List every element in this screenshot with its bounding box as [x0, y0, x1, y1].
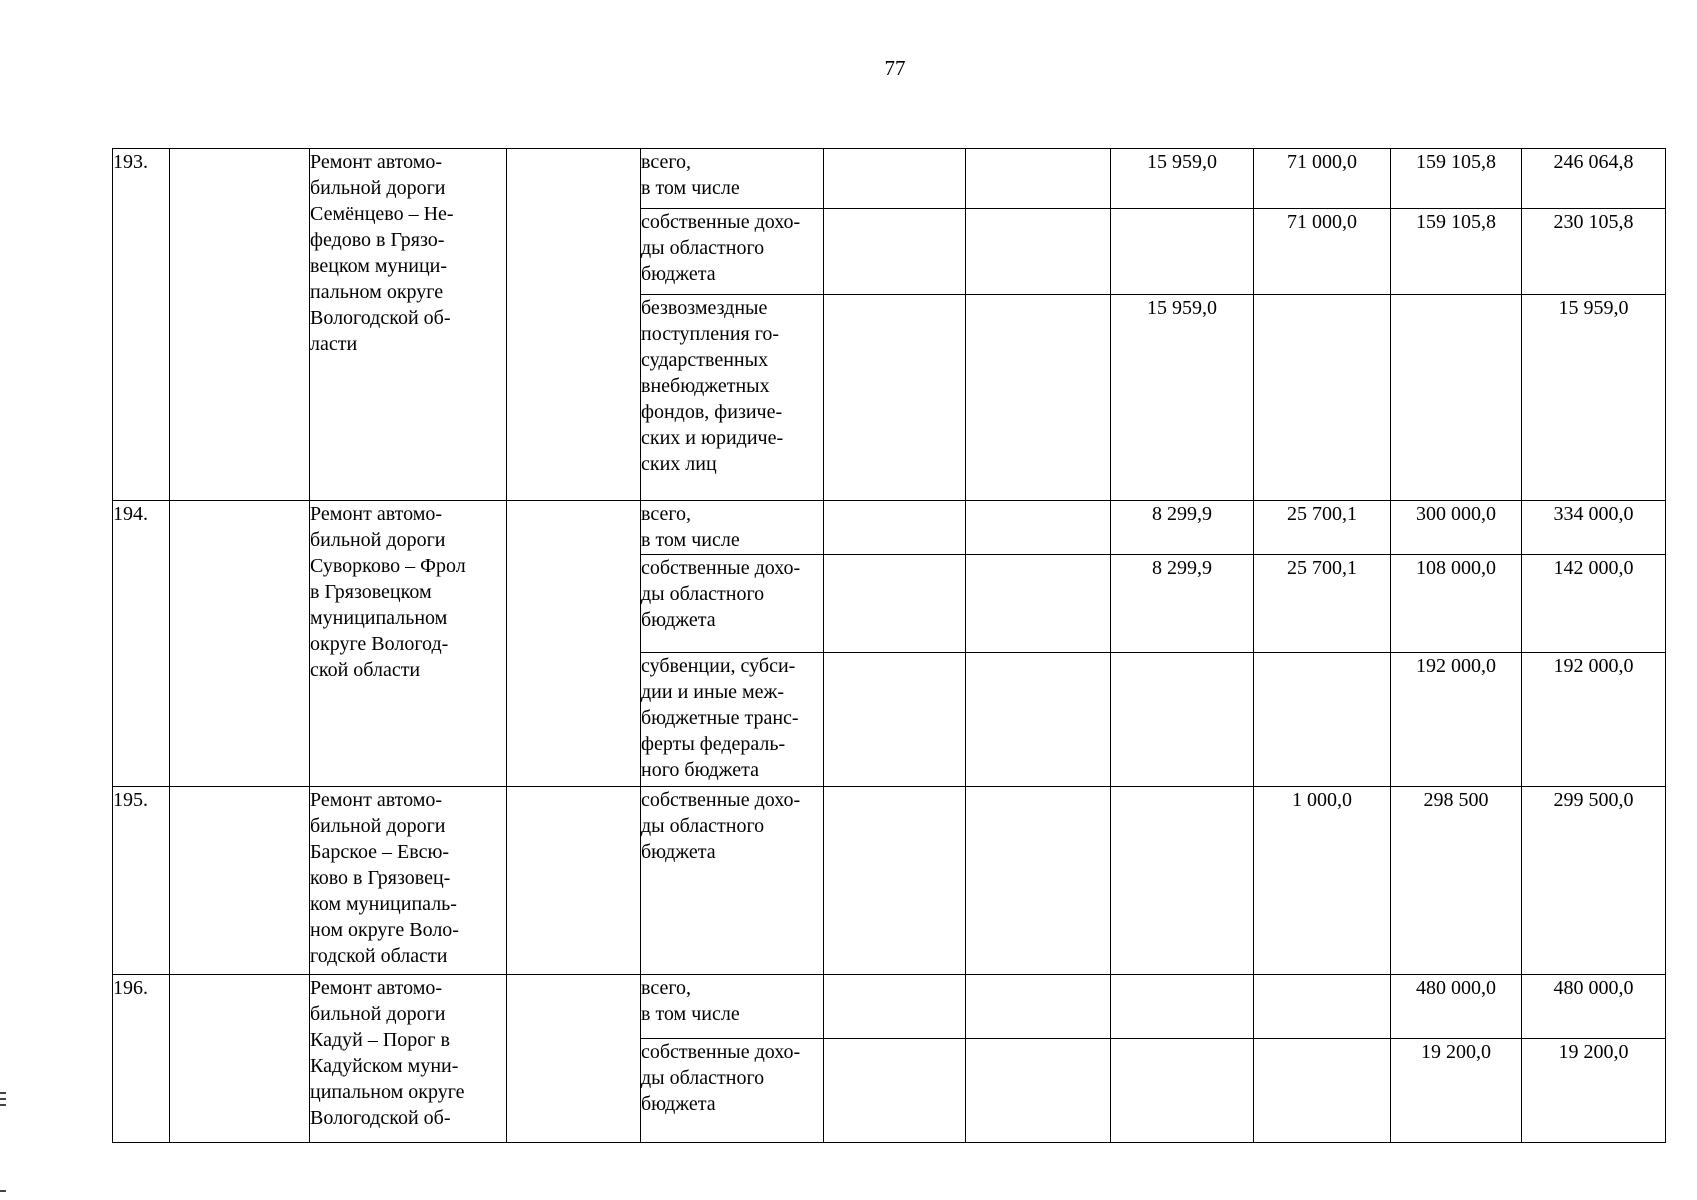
value-total: 299 500,0	[1522, 787, 1666, 975]
text-line: ферты федераль-	[641, 733, 786, 755]
value-year-2: 25 700,1	[1254, 555, 1391, 653]
funding-source	[641, 209, 824, 295]
text-line: ного бюджета	[641, 759, 759, 781]
text-line: субвенции, субси-	[641, 655, 796, 677]
value-year-3	[1391, 295, 1522, 501]
funding-source	[641, 653, 824, 787]
text-line: ково в Грязовец-	[310, 867, 451, 889]
value-year-1: 8 299,9	[1111, 501, 1254, 555]
row-number: 195.	[113, 787, 170, 975]
text-line: в том числе	[641, 529, 740, 551]
empty-cell	[507, 501, 641, 787]
text-line: бюджета	[641, 609, 716, 631]
empty-cell	[507, 975, 641, 1143]
value-year-1	[1111, 975, 1254, 1039]
text-line: Ремонт автомо-	[310, 151, 443, 173]
table-row	[113, 149, 1666, 209]
page-number: 77	[884, 56, 906, 80]
empty-cell	[507, 787, 641, 975]
empty-cell	[966, 975, 1111, 1039]
value-year-3: 298 500	[1391, 787, 1522, 975]
funding-source	[641, 555, 824, 653]
empty-cell	[966, 209, 1111, 295]
text-line: ских и юридиче-	[641, 427, 784, 449]
text-line: Кадуйском муни-	[310, 1055, 459, 1077]
funding-source	[641, 501, 824, 555]
value-year-3: 19 200,0	[1391, 1039, 1522, 1143]
empty-cell	[824, 555, 966, 653]
text-line: сударственных	[641, 349, 769, 371]
text-line: ды областного	[641, 815, 765, 837]
value-year-3: 192 000,0	[1391, 653, 1522, 787]
text-line: собственные дохо-	[641, 211, 801, 233]
value-year-2	[1254, 653, 1391, 787]
empty-cell	[824, 295, 966, 501]
row-number: 193.	[113, 149, 170, 501]
value-year-1	[1111, 1039, 1254, 1143]
text-line: ды областного	[641, 583, 765, 605]
text-line: бюджета	[641, 1093, 716, 1115]
funding-source	[641, 149, 824, 209]
table-row	[113, 975, 1666, 1039]
scan-edge-mark	[0, 1104, 6, 1106]
object-name	[310, 501, 507, 787]
value-total: 19 200,0	[1522, 1039, 1666, 1143]
value-year-1	[1111, 787, 1254, 975]
table-row	[113, 787, 1666, 975]
empty-cell	[170, 501, 310, 787]
text-line: бюджета	[641, 841, 716, 863]
empty-cell	[507, 149, 641, 501]
empty-cell	[966, 501, 1111, 555]
empty-cell	[966, 1039, 1111, 1143]
funding-source	[641, 295, 824, 501]
empty-cell	[824, 149, 966, 209]
text-line: поступления го-	[641, 323, 780, 345]
text-line: ном округе Воло-	[310, 919, 459, 941]
row-number: 196.	[113, 975, 170, 1143]
text-line: пальном округе	[310, 281, 444, 303]
value-year-2	[1254, 975, 1391, 1039]
value-total: 142 000,0	[1522, 555, 1666, 653]
value-total: 192 000,0	[1522, 653, 1666, 787]
budget-table	[112, 148, 1666, 1143]
text-line: бильной дороги	[310, 1003, 446, 1025]
value-total: 230 105,8	[1522, 209, 1666, 295]
table-row	[113, 501, 1666, 555]
value-total: 15 959,0	[1522, 295, 1666, 501]
empty-cell	[170, 787, 310, 975]
value-year-1: 15 959,0	[1111, 149, 1254, 209]
value-total: 334 000,0	[1522, 501, 1666, 555]
text-line: вецком муници-	[310, 255, 448, 277]
text-line: Барское – Евсю-	[310, 841, 450, 863]
object-name	[310, 787, 507, 975]
text-line: бюджета	[641, 263, 716, 285]
empty-cell	[966, 555, 1111, 653]
value-total: 246 064,8	[1522, 149, 1666, 209]
row-number: 194.	[113, 501, 170, 787]
funding-source	[641, 1039, 824, 1143]
text-line: в Грязовецком	[310, 581, 432, 603]
text-line: бильной дороги	[310, 815, 446, 837]
text-line: безвозмездные	[641, 297, 768, 319]
text-line: ской области	[310, 659, 421, 681]
funding-source	[641, 975, 824, 1039]
text-line: ды областного	[641, 1067, 765, 1089]
text-line: ком муниципаль-	[310, 893, 457, 915]
value-year-2: 1 000,0	[1254, 787, 1391, 975]
text-line: всего,	[641, 977, 692, 999]
text-line: собственные дохо-	[641, 557, 801, 579]
text-line: ципальном округе	[310, 1081, 465, 1103]
empty-cell	[824, 1039, 966, 1143]
text-line: Ремонт автомо-	[310, 789, 443, 811]
text-line: ласти	[310, 333, 358, 355]
object-name	[310, 149, 507, 501]
value-year-1: 15 959,0	[1111, 295, 1254, 501]
funding-source	[641, 787, 824, 975]
text-line: Вологодской об-	[310, 307, 451, 329]
text-line: внебюджетных	[641, 375, 770, 397]
scan-edge-mark	[0, 1190, 6, 1192]
text-line: Вологодской об-	[310, 1107, 451, 1129]
value-year-2: 71 000,0	[1254, 149, 1391, 209]
value-year-1	[1111, 653, 1254, 787]
value-year-1: 8 299,9	[1111, 555, 1254, 653]
text-line: годской области	[310, 945, 448, 967]
text-line: округе Вологод-	[310, 633, 449, 655]
value-year-3: 159 105,8	[1391, 149, 1522, 209]
empty-cell	[824, 209, 966, 295]
text-line: бюджетные транс-	[641, 707, 799, 729]
text-line: бильной дороги	[310, 177, 446, 199]
text-line: собственные дохо-	[641, 1041, 801, 1063]
empty-cell	[824, 653, 966, 787]
text-line: муниципальном	[310, 607, 448, 629]
empty-cell	[824, 787, 966, 975]
value-total: 480 000,0	[1522, 975, 1666, 1039]
value-year-3: 108 000,0	[1391, 555, 1522, 653]
text-line: дии и иные меж-	[641, 681, 785, 703]
text-line: всего,	[641, 503, 692, 525]
text-line: ских лиц	[641, 453, 717, 475]
text-line: бильной дороги	[310, 529, 446, 551]
text-line: фондов, физиче-	[641, 401, 783, 423]
text-line: в том числе	[641, 177, 740, 199]
text-line: Ремонт автомо-	[310, 977, 443, 999]
text-line: всего,	[641, 151, 692, 173]
text-line: ды областного	[641, 237, 765, 259]
empty-cell	[966, 787, 1111, 975]
value-year-1	[1111, 209, 1254, 295]
value-year-2: 25 700,1	[1254, 501, 1391, 555]
text-line: Суворково – Фрол	[310, 555, 466, 577]
scan-edge-mark	[0, 1098, 6, 1100]
value-year-2	[1254, 1039, 1391, 1143]
text-line: Ремонт автомо-	[310, 503, 443, 525]
text-line: собственные дохо-	[641, 789, 801, 811]
empty-cell	[170, 149, 310, 501]
value-year-2	[1254, 295, 1391, 501]
empty-cell	[966, 653, 1111, 787]
text-line: федово в Грязо-	[310, 229, 445, 251]
text-line: в том числе	[641, 1003, 740, 1025]
value-year-3: 300 000,0	[1391, 501, 1522, 555]
empty-cell	[966, 149, 1111, 209]
text-line: Кадуй – Порог в	[310, 1029, 450, 1051]
value-year-3: 159 105,8	[1391, 209, 1522, 295]
value-year-3: 480 000,0	[1391, 975, 1522, 1039]
empty-cell	[170, 975, 310, 1143]
scan-edge-mark	[0, 1092, 6, 1094]
text-line: Семёнцево – Не-	[310, 203, 454, 225]
value-year-2: 71 000,0	[1254, 209, 1391, 295]
empty-cell	[966, 295, 1111, 501]
empty-cell	[824, 975, 966, 1039]
object-name	[310, 975, 507, 1143]
empty-cell	[824, 501, 966, 555]
